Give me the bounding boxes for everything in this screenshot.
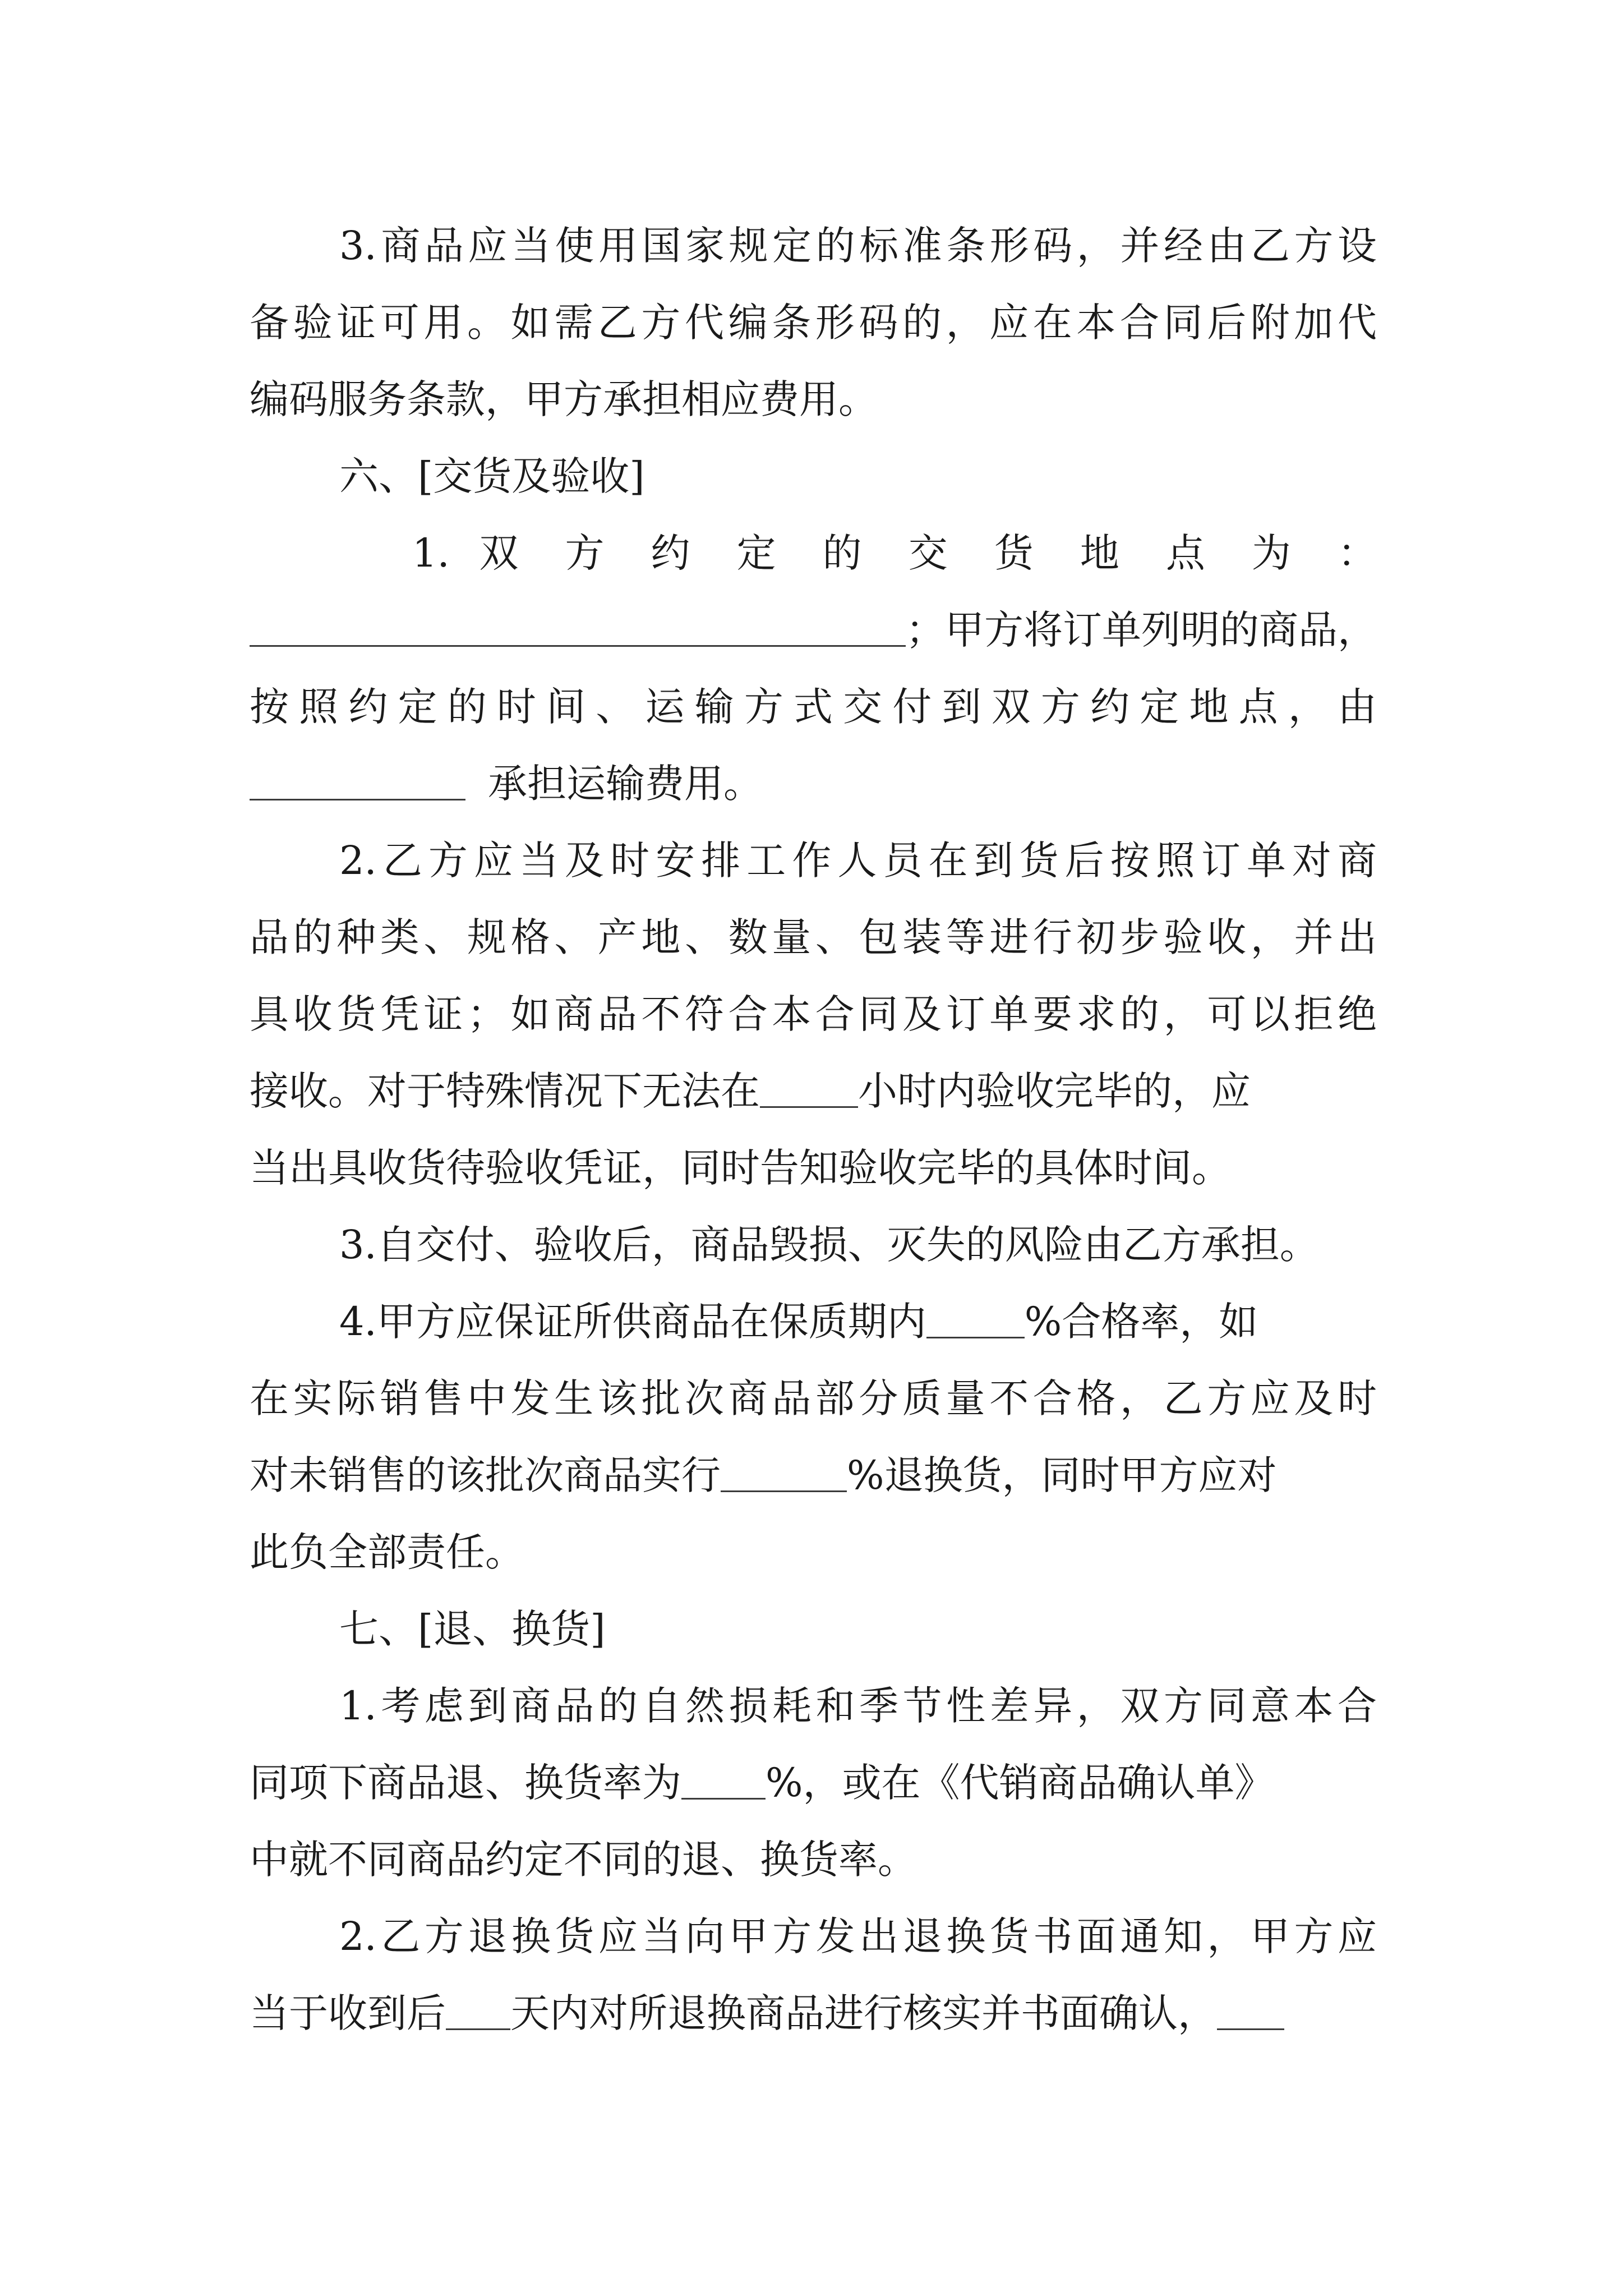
fill-in-blank[interactable]	[721, 1451, 847, 1492]
paragraph-line	[250, 1437, 1377, 1514]
contract-page	[250, 208, 1377, 2052]
paragraph-line: 2.乙方应当及时安排工作人员在到货后按照订单对商	[339, 838, 1377, 884]
paragraph-line: 按照约定的时间、运输方式交付到双方约定地点，由	[250, 684, 1377, 730]
text-segment: %合格率，如	[1024, 1299, 1258, 1345]
fill-in-blank[interactable]	[446, 1989, 510, 2030]
paragraph-line: 在实际销售中发生该批次商品部分质量不合格，乙方应及时	[250, 1375, 1377, 1421]
fill-in-blank[interactable]	[760, 1067, 858, 1108]
text-segment: 天内对所退换商品进行核实并书面确认，	[510, 1990, 1217, 2036]
paragraph-line: 具收货凭证；如商品不符合本合同及订单要求的，可以拒绝	[250, 991, 1377, 1037]
section-heading: 六、[交货及验收]	[339, 453, 645, 499]
paragraph-line: 编码服务条款，甲方承担相应费用。	[250, 376, 878, 422]
text-segment: 对未销售的该批次商品实行	[250, 1452, 721, 1498]
paragraph-line	[250, 746, 1377, 822]
text-segment: %退换货，同时甲方应对	[847, 1452, 1277, 1498]
text-segment: 同项下商品退、换货率为	[250, 1760, 681, 1806]
paragraph-line	[250, 1745, 1377, 1821]
paragraph-line: 备验证可用。如需乙方代编条形码的，应在本合同后附加代	[250, 300, 1377, 346]
fill-in-blank[interactable]	[250, 606, 906, 647]
paragraph-line	[250, 592, 1377, 669]
text-segment: 当于收到后	[250, 1990, 446, 2036]
paragraph-line: 1. 双 方 约 定 的 交 货 地 点 为 ：	[412, 530, 1377, 576]
paragraph-line: 2.乙方退换货应当向甲方发出退换货书面通知，甲方应	[339, 1913, 1377, 1959]
fill-in-blank[interactable]	[1217, 1989, 1284, 2030]
paragraph-line: 品的种类、规格、产地、数量、包装等进行初步验收，并出	[250, 914, 1377, 960]
paragraph-line	[250, 1283, 1377, 1360]
paragraph-line: 中就不同商品约定不同的退、换货率。	[250, 1837, 917, 1883]
text-segment: %，或在《代销商品确认单》	[766, 1760, 1274, 1806]
fill-in-blank[interactable]	[681, 1759, 766, 1800]
paragraph-line	[250, 1975, 1377, 2052]
fill-in-blank[interactable]	[926, 1297, 1025, 1338]
text-segment: 接收。对于特殊情况下无法在	[250, 1068, 760, 1114]
text-segment: 承担运输费用。	[488, 761, 763, 807]
paragraph-line: 3.商品应当使用国家规定的标准条形码，并经由乙方设	[339, 223, 1377, 269]
paragraph-line: 3.自交付、验收后，商品毁损、灭失的风险由乙方承担。	[339, 1222, 1319, 1268]
fill-in-blank[interactable]	[250, 760, 465, 800]
section-heading: 七、[退、换货]	[339, 1606, 606, 1652]
paragraph-line: 此负全部责任。	[250, 1529, 524, 1575]
text-segment: 小时内验收完毕的，应	[858, 1068, 1251, 1114]
text-segment: 4.甲方应保证所供商品在保质期内	[339, 1299, 926, 1345]
paragraph-line: 1.考虑到商品的自然损耗和季节性差异，双方同意本合	[339, 1683, 1377, 1729]
text-segment: ；甲方将订单列明的商品，	[906, 607, 1377, 653]
paragraph-line	[250, 1053, 1377, 1130]
paragraph-line: 当出具收货待验收凭证，同时告知验收完毕的具体时间。	[250, 1145, 1231, 1191]
